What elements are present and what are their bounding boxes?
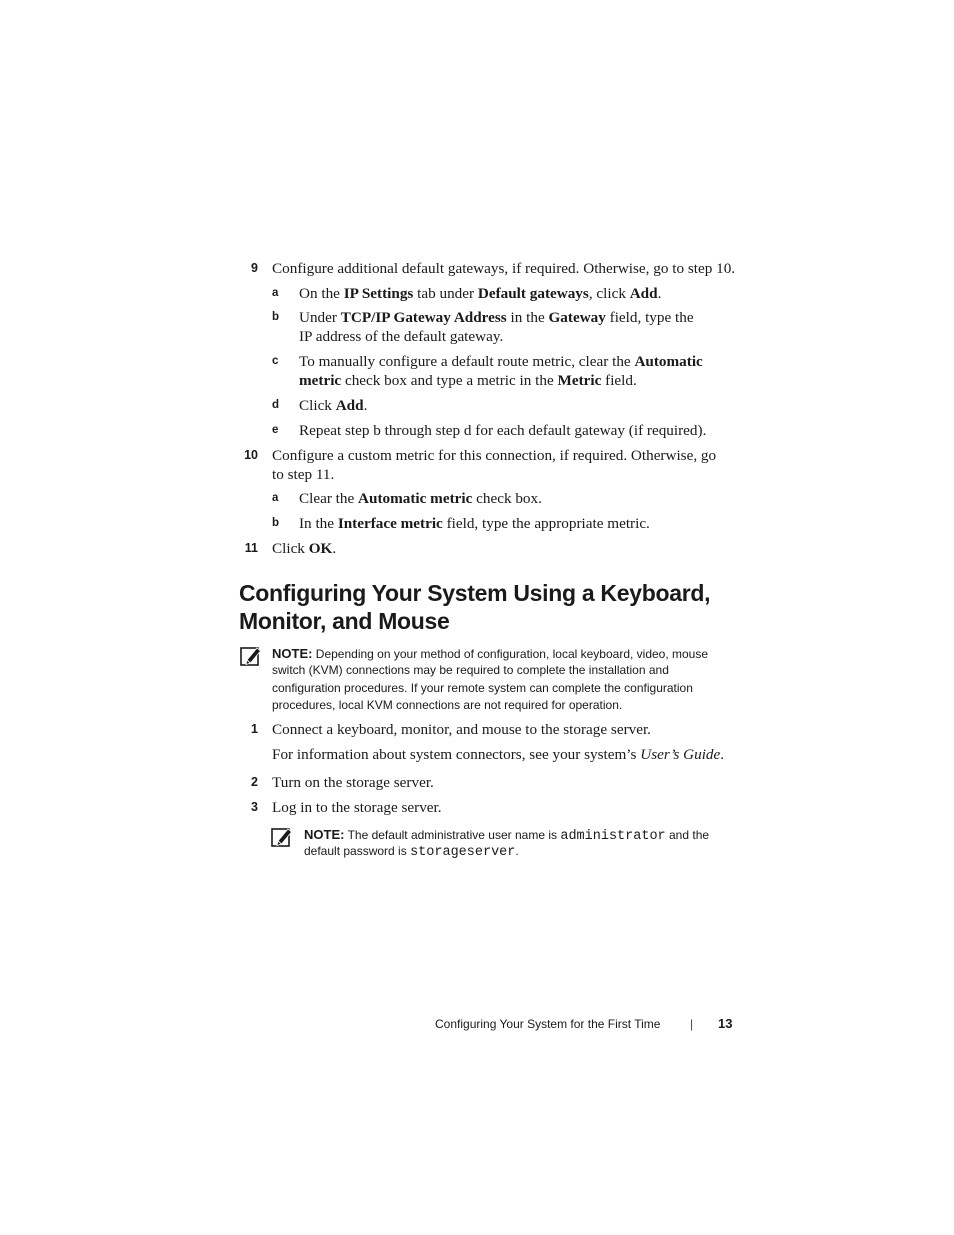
substep-letter: b: [272, 311, 280, 323]
pencil-note-icon: [240, 645, 262, 667]
step-number: 2: [251, 775, 258, 789]
substep-letter: b: [272, 517, 280, 529]
step-number: 9: [251, 261, 258, 275]
section-heading: Configuring Your System Using a Keyboard,: [239, 580, 711, 606]
note-text-continued: configuration procedures. If your remote system can complete the configuration: [272, 681, 693, 695]
section-heading-continued: Monitor, and Mouse: [239, 608, 450, 634]
step-info-text: For information about system connectors, see your system’s User’s Guide.: [272, 746, 725, 763]
step-text-continued: to step 11.: [272, 466, 335, 483]
step-text: Turn on the storage server.: [272, 774, 434, 791]
note-text-continued: switch (KVM) connections may be required to complete the installation and: [272, 663, 669, 677]
substep-letter: d: [272, 399, 280, 411]
step-number: 3: [251, 800, 258, 814]
substep-letter: a: [272, 287, 279, 299]
step-number: 1: [251, 722, 258, 736]
step-number: 10: [244, 448, 258, 462]
page-number: 13: [718, 1016, 733, 1031]
substep-text: Clear the Automatic metric check box.: [299, 490, 542, 507]
footer-chapter-title: Configuring Your System for the First Time: [435, 1017, 661, 1031]
substep-text: Repeat step b through step d for each default gateway (if required).: [299, 422, 707, 439]
substep-text: Under TCP/IP Gateway Address in the Gateway field, type the: [299, 309, 694, 326]
substep-text: Click Add.: [299, 397, 368, 414]
substep-text-continued: metric check box and type a metric in the Metric field.: [299, 372, 637, 389]
step-number: 11: [244, 541, 258, 555]
footer-separator: |: [690, 1017, 694, 1031]
note-text-continued: default password is storageserver.: [304, 844, 519, 860]
substep-letter: a: [272, 492, 279, 504]
substep-text-continued: IP address of the default gateway.: [299, 328, 504, 345]
step-text: Click OK.: [272, 540, 337, 557]
step-text: Log in to the storage server.: [272, 799, 442, 816]
substep-text: On the IP Settings tab under Default gateways, click Add.: [299, 285, 662, 302]
username-code: administrator: [560, 829, 666, 844]
password-code: storageserver: [410, 845, 516, 860]
substep-letter: e: [272, 424, 279, 436]
note-text: NOTE: Depending on your method of configuration, local keyboard, video, mouse: [272, 646, 709, 661]
substep-text: In the Interface metric field, type the appropriate metric.: [299, 515, 650, 532]
note-text-continued: procedures, local KVM connections are not required for operation.: [272, 698, 623, 712]
substep-text: To manually configure a default route metric, clear the Automatic: [299, 353, 703, 370]
step-text: Connect a keyboard, monitor, and mouse to the storage server.: [272, 721, 651, 738]
pencil-note-icon: [271, 826, 293, 848]
step-text: Configure a custom metric for this connection, if required. Otherwise, go: [272, 447, 717, 464]
step-text: Configure additional default gateways, if required. Otherwise, go to step 10.: [272, 260, 736, 277]
note-text: NOTE: The default administrative user name is administrator and the: [304, 827, 710, 844]
substep-letter: c: [272, 355, 279, 367]
